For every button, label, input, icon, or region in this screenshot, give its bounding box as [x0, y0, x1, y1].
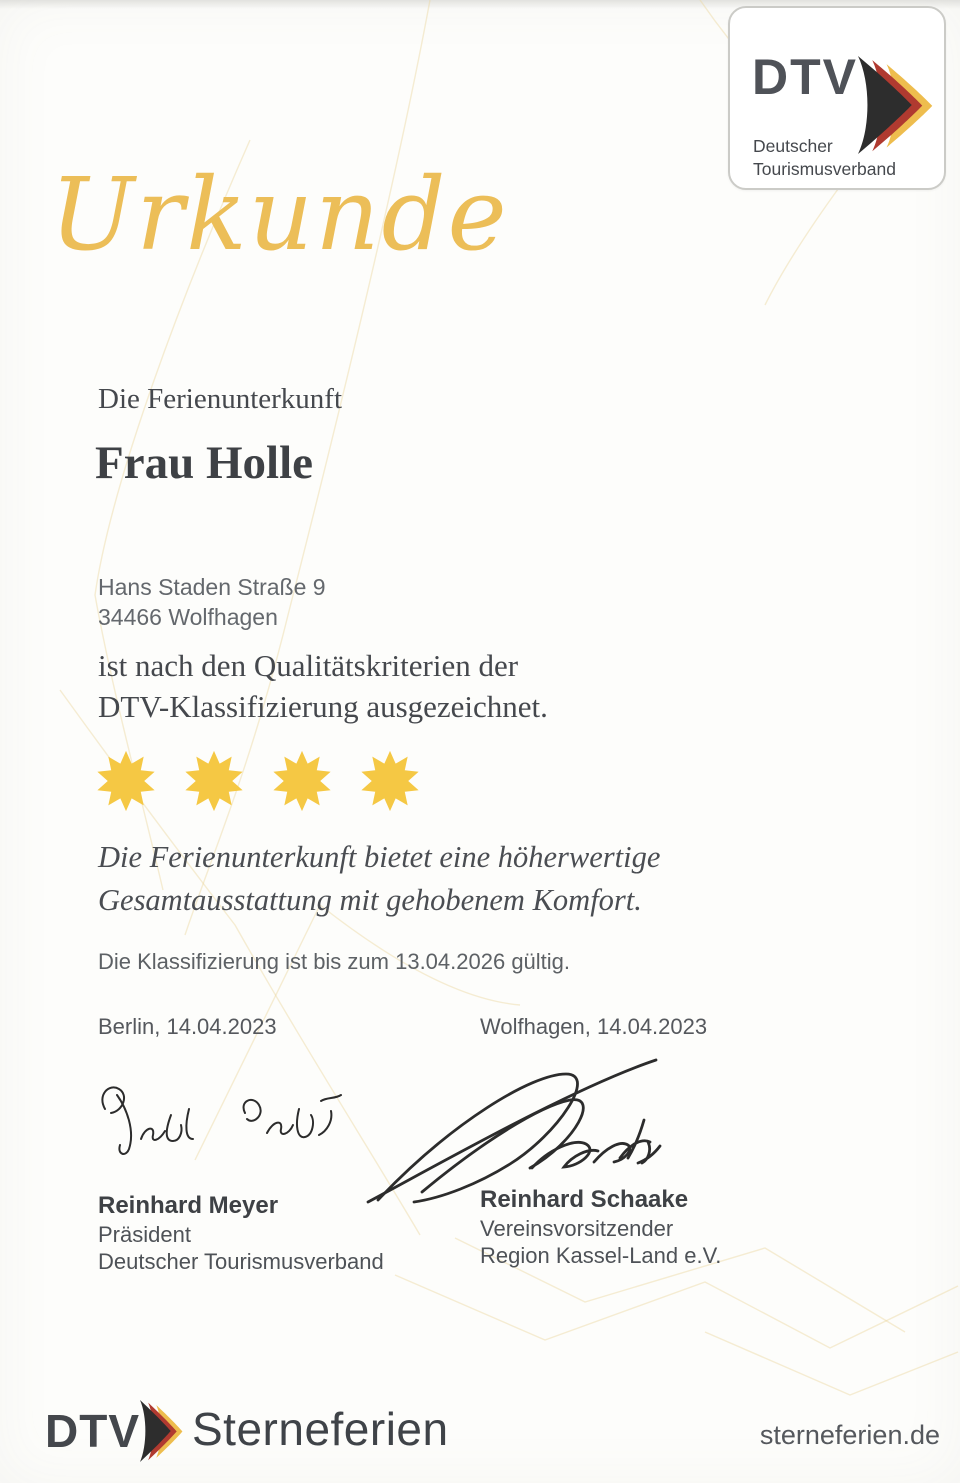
footer-dtv-text: DTV	[45, 1405, 140, 1457]
dtv-logo-text: DTV	[752, 49, 858, 105]
signatory-left-role: Präsident	[98, 1222, 191, 1247]
description-line1: Die Ferienunterkunft bietet eine höherwertige	[98, 840, 661, 874]
star-icon	[271, 750, 333, 812]
footer-chevrons-icon	[140, 1400, 188, 1462]
signatory-right-org: Region Kassel-Land e.V.	[480, 1243, 722, 1268]
dtv-logo-orgname	[753, 135, 896, 181]
signatory-right-name: Reinhard Schaake	[480, 1186, 689, 1213]
place-date-left: Berlin, 14.04.2023	[98, 1014, 277, 1039]
signatory-left	[98, 1192, 384, 1275]
validity-note: Die Klassifizierung ist bis zum 13.04.2026 gültig.	[98, 949, 571, 974]
star-icon	[183, 750, 245, 812]
award-statement	[98, 645, 548, 727]
signatory-left-name: Reinhard Meyer	[98, 1192, 279, 1219]
description-line2: Gesamtausstattung mit gehobenem Komfort.	[98, 883, 642, 917]
footer-brand-name: Sterneferien	[192, 1403, 449, 1455]
dtv-logo-card	[728, 6, 946, 190]
award-line1: ist nach den Qualitätskriterien der	[98, 648, 519, 683]
recipient-name: Frau Holle	[95, 437, 313, 489]
address-line2: 34466 Wolfhagen	[98, 604, 278, 630]
signature-left	[95, 1075, 355, 1170]
footer-website: sterneferien.de	[759, 1420, 940, 1450]
place-date-right: Wolfhagen, 14.04.2023	[480, 1014, 708, 1039]
address-line1: Hans Staden Straße 9	[98, 574, 326, 600]
classification-description	[98, 836, 660, 922]
award-line2: DTV-Klassifizierung ausgezeichnet.	[98, 689, 548, 724]
dtv-logo-org-line2: Tourismusverband	[753, 159, 896, 179]
star-icon	[359, 750, 421, 812]
recipient-address	[98, 572, 326, 632]
dtv-logo-org-line1: Deutscher	[753, 136, 833, 156]
star-icon	[95, 750, 157, 812]
signatory-right	[480, 1186, 721, 1269]
certificate-title: Urkunde	[50, 156, 509, 273]
signatory-right-role: Vereinsvorsitzender	[480, 1216, 674, 1241]
stars-row	[95, 750, 421, 812]
signatory-left-org: Deutscher Tourismusverband	[98, 1249, 384, 1274]
recipient-intro: Die Ferienunterkunft	[98, 383, 343, 415]
